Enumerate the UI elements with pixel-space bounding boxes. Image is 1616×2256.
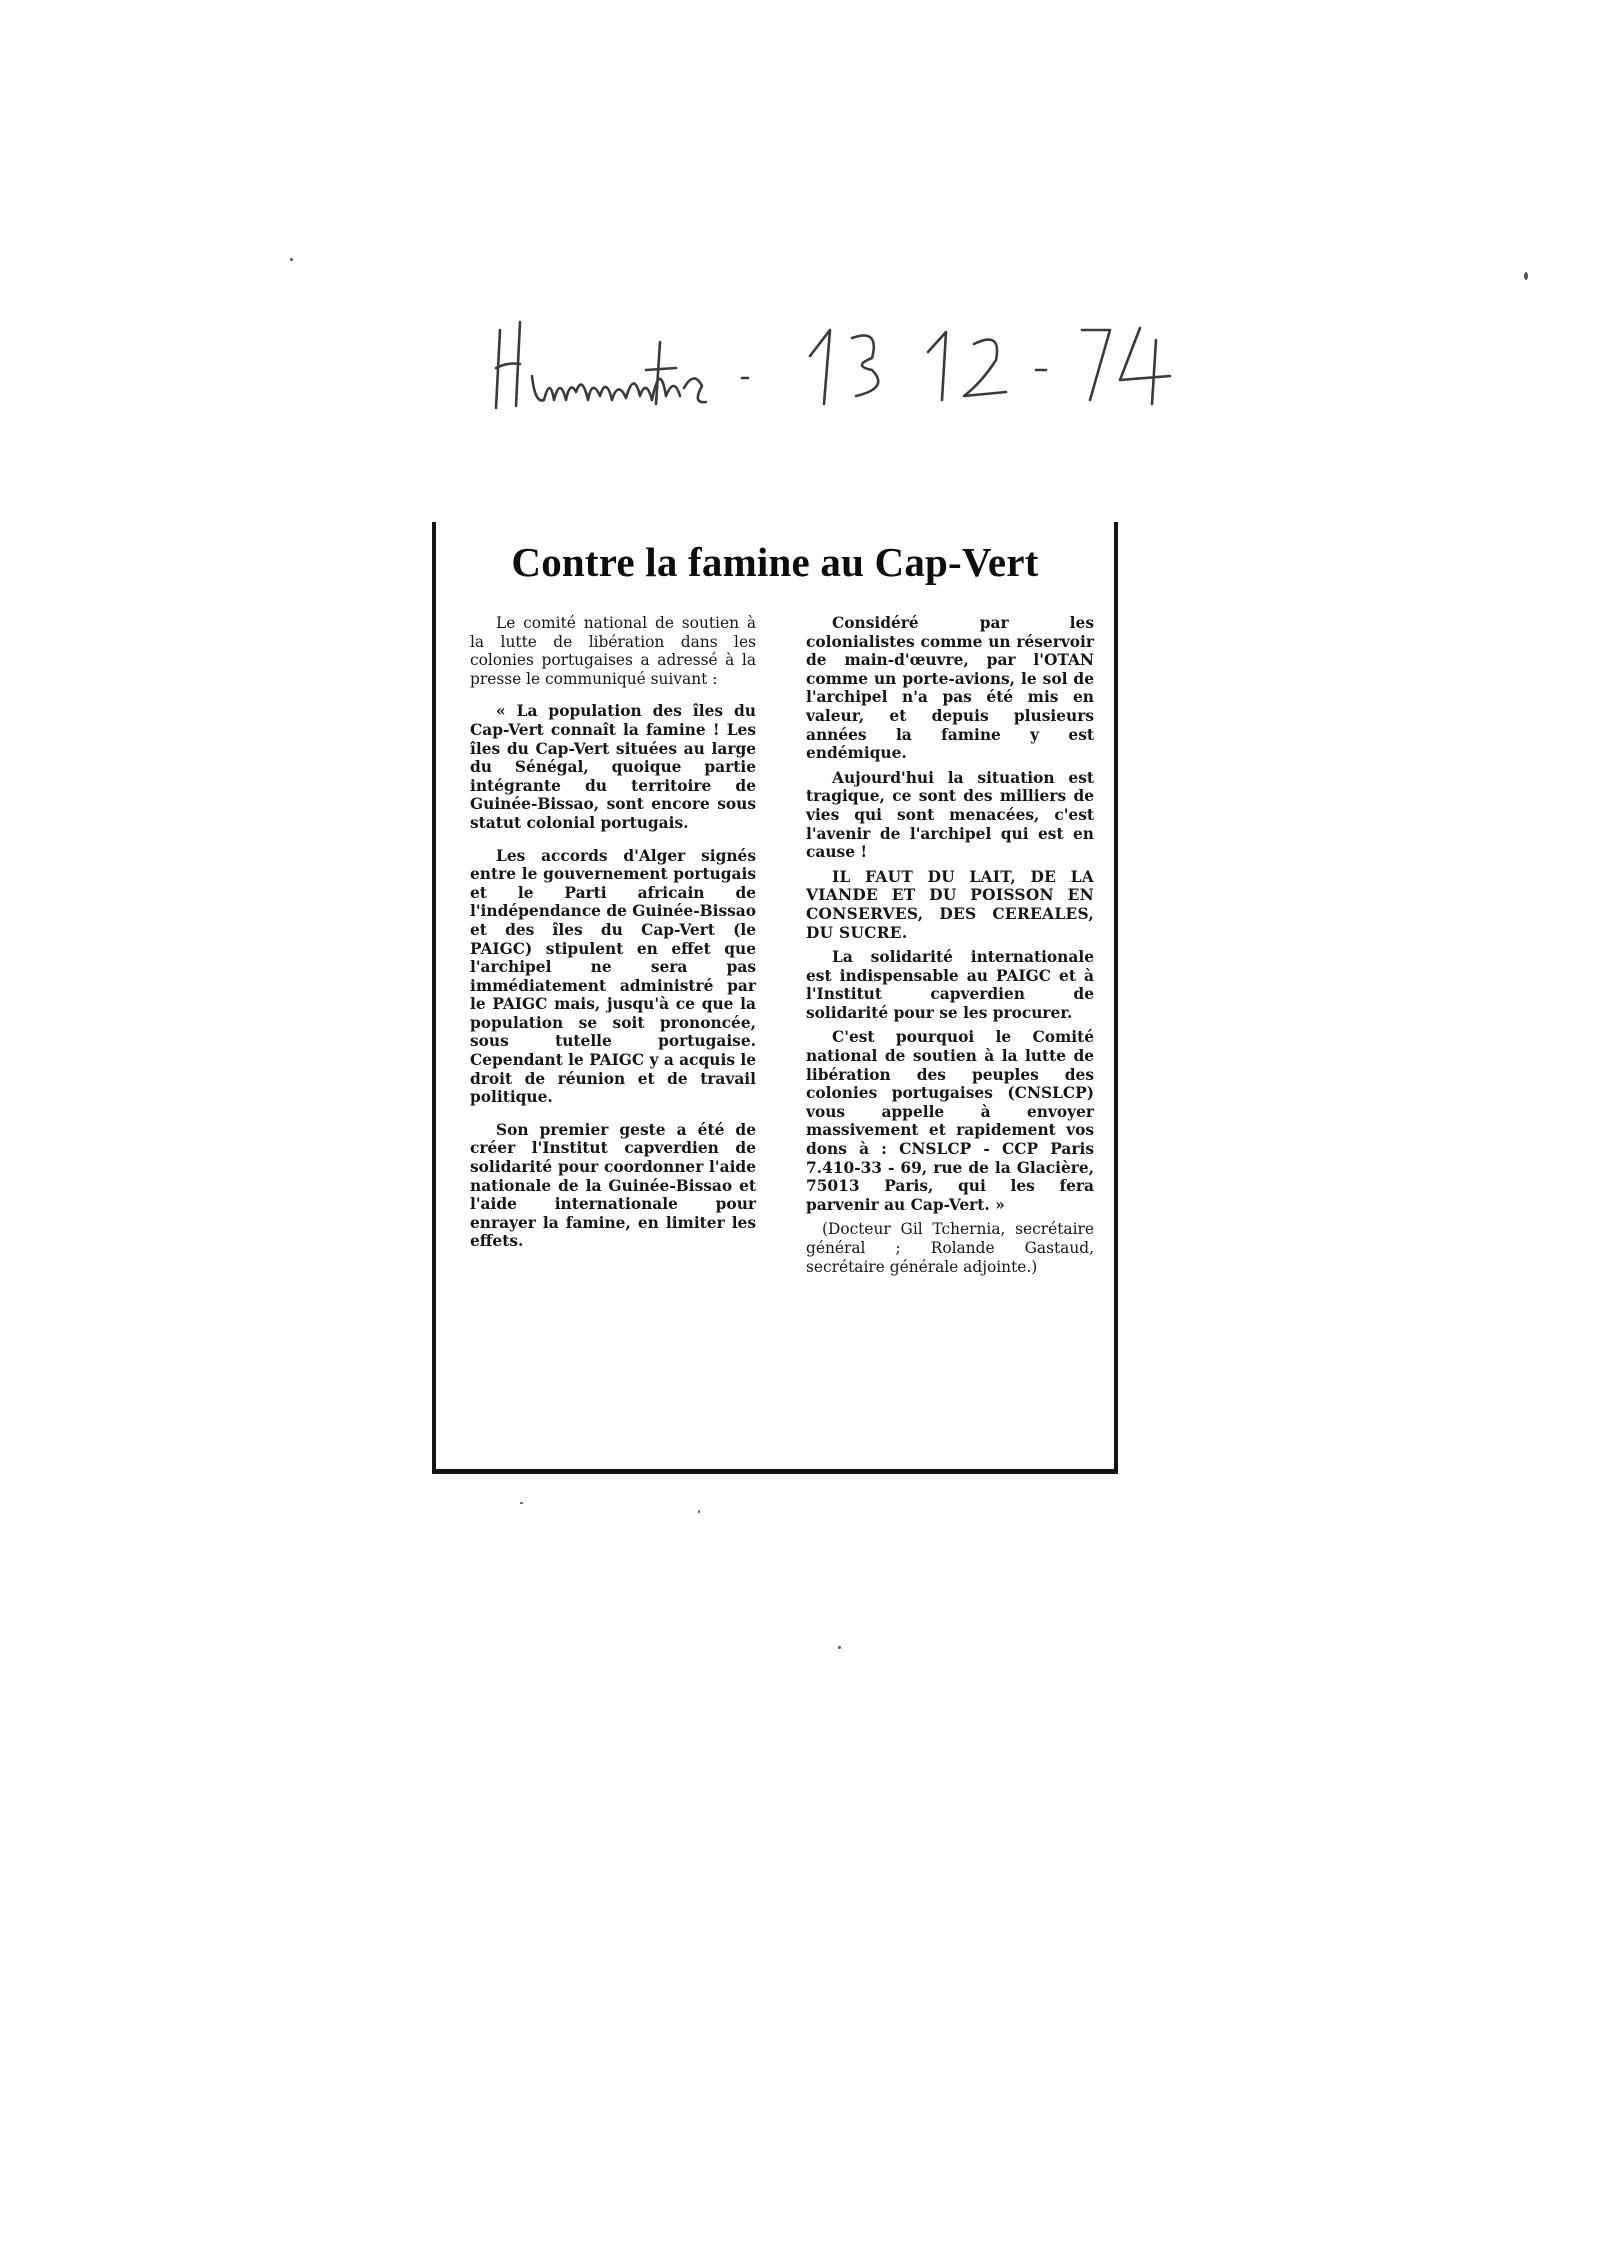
signature-line: (Docteur Gil Tchernia, secrétaire général ; Rolande Gastaud, secrétaire générale adjointe.) <box>806 1220 1094 1276</box>
paragraph-appeal: IL FAUT DU LAIT, DE LA VIANDE ET DU POISSON EN CONSERVES, DES CEREALES, DU SUCRE. <box>806 867 1094 942</box>
handwritten-annotation <box>480 300 1280 420</box>
paragraph: Considéré par les colonialistes comme un réservoir de main-d'œuvre, par l'OTAN comme un porte-avions, le sol de l'archipel n'a pas été mis en valeur, et depuis plusieurs années la famine y est endémique. <box>806 614 1094 763</box>
paragraph: La solidarité internationale est indispensable au PAIGC et à l'Institut capverdien de solidarité pour se les procurer. <box>806 948 1094 1022</box>
scan-speck <box>520 1502 523 1504</box>
scan-speck <box>1524 272 1528 280</box>
paragraph: C'est pourquoi le Comité national de soutien à la lutte de libération des peuples des colonies portugaises (CNSLCP) vous appelle à envoyer massivement et rapidement vos dons à : CNSLCP - CCP Paris 7.410-33 - 69, rue de la Glacière, 75013 Paris, qui les fera parvenir au Cap-Vert. » <box>806 1028 1094 1214</box>
newspaper-clipping <box>432 522 1118 1474</box>
paragraph: Son premier geste a été de créer l'Institut capverdien de solidarité pour coordonner l'aide nationale de la Guinée-Bissao et l'aide internationale pour enrayer la famine, en limiter les effets. <box>470 1120 756 1251</box>
handwriting-drawing <box>480 300 1280 420</box>
article-column-left <box>470 614 756 1265</box>
scan-speck <box>838 1646 841 1649</box>
article-headline: Contre la famine au Cap-Vert <box>511 539 1039 585</box>
scan-speck <box>290 258 293 261</box>
paragraph: Les accords d'Alger signés entre le gouvernement portugais et le Parti africain de l'indépendance de Guinée-Bissao et des îles du Cap-Vert (le PAIGC) stipulent en effet que l'archipel ne sera pas immédiatement administré par le PAIGC mais, jusqu'à ce que la population se soit prononcée, sous tutelle portugaise. Cependant le PAIGC y a acquis le droit de réunion et de travail politique. <box>470 846 757 1107</box>
paragraph: Aujourd'hui la situation est tragique, ce sont des milliers de vies qui sont menacées, c'est l'avenir de l'archipel qui est en cause ! <box>806 768 1094 862</box>
paragraph: Le comité national de soutien à la lutte de libération dans les colonies portugaises a adressé à la presse le communiqué suivant : <box>470 614 756 688</box>
article-column-right <box>806 614 1094 1290</box>
paragraph: « La population des îles du Cap-Vert connaît la famine ! Les îles du Cap-Vert situées au large du Sénégal, quoique partie intégrante du territoire de Guinée-Bissao, sont encore sous statut colonial portugais. <box>470 702 756 832</box>
scan-speck <box>698 1510 700 1513</box>
